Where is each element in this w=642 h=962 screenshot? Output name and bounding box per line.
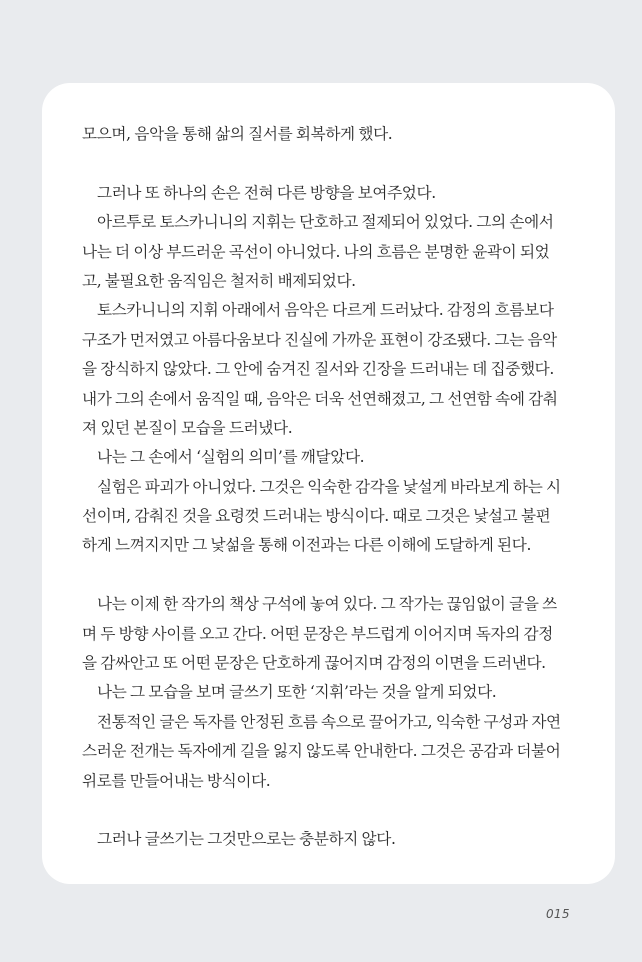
- text-line: 위로를 만들어내는 방식이다.: [82, 771, 271, 790]
- text-line: 나는 그 손에서 ‘실험의 의미’를 깨달았다.: [97, 448, 365, 467]
- body-text: [82, 120, 582, 855]
- text-line: 모으며, 음악을 통해 삶의 질서를 회복하게 했다.: [82, 125, 393, 143]
- text-line: 아르투로 토스카니니의 지휘는 단호하고 절제되어 있었다. 그의 손에서: [97, 213, 554, 232]
- text-line: 하게 느껴지지만 그 낯섦을 통해 이전과는 다른 이해에 도달하게 된다.: [82, 536, 532, 555]
- text-line: 스러운 전개는 독자에게 길을 잃지 않도록 안내한다. 그것은 공감과 더불어: [82, 742, 561, 761]
- page-number: 015: [546, 907, 570, 921]
- text-line: 선이며, 감춰진 것을 요령껏 드러내는 방식이다. 때로 그것은 낯설고 불편: [82, 507, 551, 526]
- text-line: 나는 그 모습을 보며 글쓰기 또한 ‘지휘’라는 것을 알게 되었다.: [97, 683, 497, 702]
- text-line: 구조가 먼저였고 아름다움보다 진실에 가까운 표현이 강조됐다. 그는 음악: [82, 330, 557, 349]
- text-line: 며 두 방향 사이를 오고 간다. 어떤 문장은 부드럽게 이어지며 독자의 감정: [82, 624, 553, 643]
- blank-line: [82, 796, 582, 825]
- text-line: 을 감싸안고 또 어떤 문장은 단호하게 끊어지며 감정의 이면을 드러낸다.: [82, 654, 546, 673]
- blank-line: [82, 561, 582, 590]
- text-line: 져 있던 본질이 모습을 드러냈다.: [82, 418, 293, 437]
- text-line: 내가 그의 손에서 움직일 때, 음악은 더욱 선연해졌고, 그 선연함 속에 감춰: [82, 389, 558, 408]
- text-line: 토스카니니의 지휘 아래에서 음악은 다르게 드러났다. 감정의 흐름보다: [97, 301, 554, 320]
- text-line: 고, 불필요한 움직임은 철저히 배제되었다.: [82, 271, 356, 290]
- text-line: 나는 이제 한 작가의 책상 구석에 놓여 있다. 그 작가는 끊임없이 글을 쓰: [97, 595, 557, 614]
- text-line: 그러나 또 하나의 손은 전혀 다른 방향을 보여주었다.: [97, 183, 436, 202]
- text-line: 전통적인 글은 독자를 안정된 흐름 속으로 끌어가고, 익숙한 구성과 자연: [97, 712, 561, 731]
- blank-line: [82, 149, 582, 178]
- text-line: 실험은 파괴가 아니었다. 그것은 익숙한 감각을 낯설게 바라보게 하는 시: [97, 477, 561, 496]
- text-line: 나는 더 이상 부드러운 곡선이 아니었다. 나의 흐름은 분명한 윤곽이 되었: [82, 242, 550, 261]
- text-line: 그러나 글쓰기는 그것만으로는 충분하지 않다.: [97, 830, 396, 849]
- text-line: 을 장식하지 않았다. 그 안에 숨겨진 질서와 긴장을 드러내는 데 집중했다.: [82, 360, 554, 379]
